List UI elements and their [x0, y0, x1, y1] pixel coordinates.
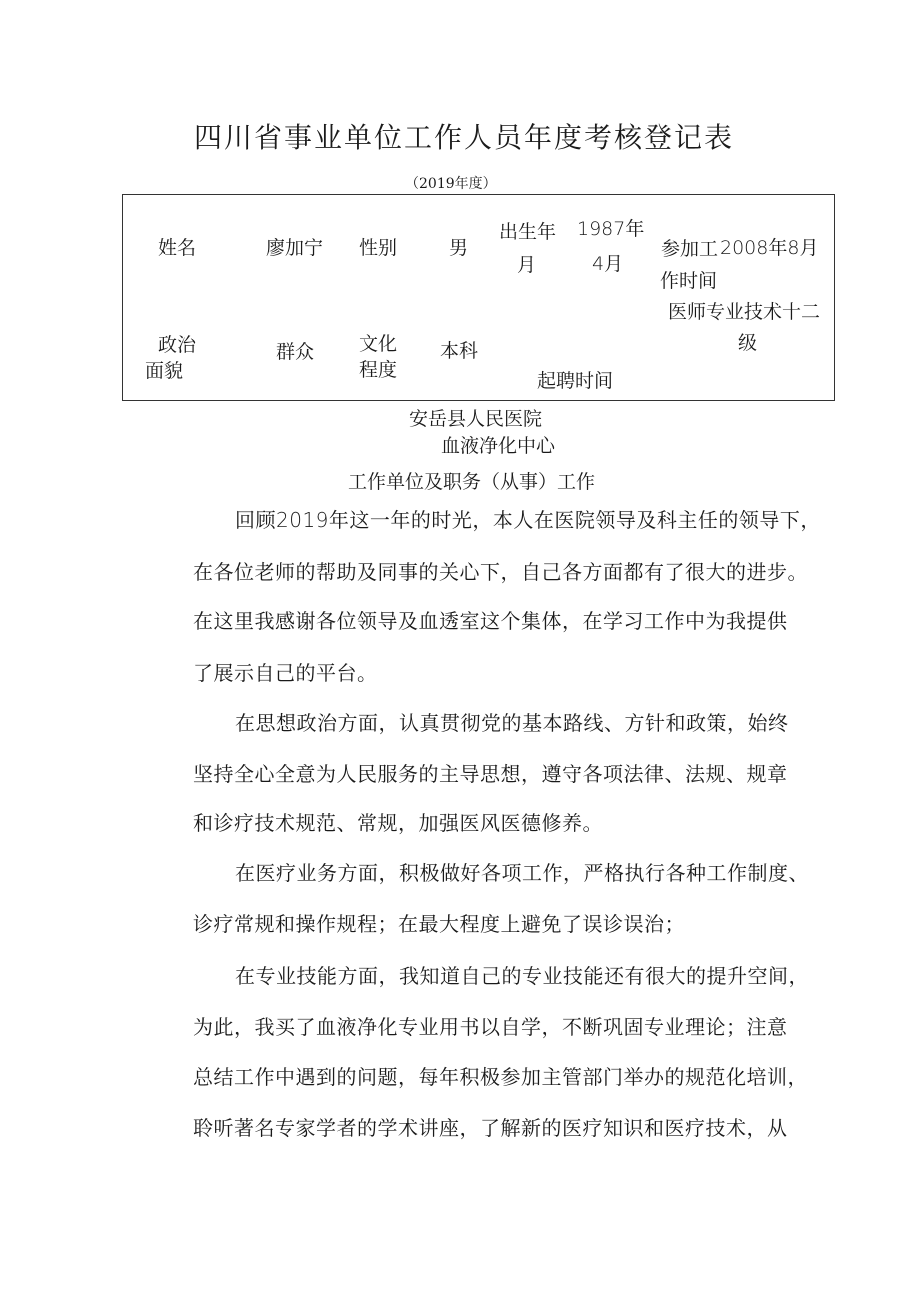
education-value: 本科 — [440, 340, 479, 362]
hire-time-label: 起聘时间 — [537, 370, 614, 392]
department-name: 血液净化中心 — [441, 435, 556, 457]
body-line: 坚持全心全意为人民服务的主导思想，遵守各项法律、法规、规章 — [193, 762, 788, 786]
body-line: 在医疗业务方面，积极做好各项工作，严格执行各种工作制度、 — [235, 861, 809, 885]
work-start-label-line1: 参加工 — [661, 238, 719, 260]
body-line: 在这里我感谢各位领导及血透室这个集体，在学习工作中为我提供 — [193, 609, 788, 633]
body-line: 在思想政治方面，认真贯彻党的基本路线、方针和政策，始终 — [235, 711, 789, 735]
education-label-line2: 程度 — [359, 359, 398, 381]
body-line: 回顾2019年这一年的时光，本人在医院领导及科主任的领导下， — [235, 508, 821, 532]
birth-label-line1: 出生年 — [499, 221, 557, 243]
title-value-line2: 级 — [738, 332, 758, 354]
body-line: 在专业技能方面，我知道自己的专业技能还有很大的提升空间， — [235, 964, 809, 988]
body-line: 为此，我买了血液净化专业用书以自学，不断巩固专业理论；注意 — [193, 1015, 788, 1039]
position-label: 工作单位及职务（从事）工作 — [348, 471, 596, 493]
political-value: 群众 — [276, 341, 315, 363]
birth-label-line2: 月 — [517, 254, 537, 276]
political-label-line1: 政治 — [158, 334, 197, 356]
hospital-name: 安岳县人民医院 — [409, 408, 543, 430]
body-line: 在各位老师的帮助及同事的关心下，自己各方面都有了很大的进步。 — [193, 560, 808, 584]
gender-value: 男 — [449, 237, 469, 259]
body-line: 总结工作中遇到的问题，每年积极参加主管部门举办的规范化培训， — [193, 1065, 808, 1089]
work-start-value: 2008年8月 — [720, 237, 819, 259]
body-line: 了展示自己的平台。 — [193, 661, 378, 685]
birth-value-line1: 1987年 — [577, 218, 645, 240]
body-line: 聆听著名专家学者的学术讲座，了解新的医疗知识和医疗技术，从 — [193, 1116, 788, 1140]
year-label: （2019年度） — [405, 176, 497, 192]
body-line: 和诊疗技术规范、常规，加强医风医德修养。 — [193, 811, 603, 835]
work-start-label-line2: 作时间 — [660, 270, 718, 292]
education-label-line1: 文化 — [359, 333, 398, 355]
name-value: 廖加宁 — [266, 237, 324, 259]
name-label: 姓名 — [158, 237, 197, 259]
body-line: 诊疗常规和操作规程；在最大程度上避免了误诊误治； — [193, 912, 685, 936]
title-value-line1: 医师专业技术十二 — [668, 301, 821, 323]
political-label-line2: 面貌 — [145, 360, 184, 382]
gender-label: 性别 — [359, 237, 398, 259]
page-title: 四川省事业单位工作人员年度考核登记表 — [194, 121, 735, 154]
birth-value-line2: 4月 — [592, 253, 624, 275]
